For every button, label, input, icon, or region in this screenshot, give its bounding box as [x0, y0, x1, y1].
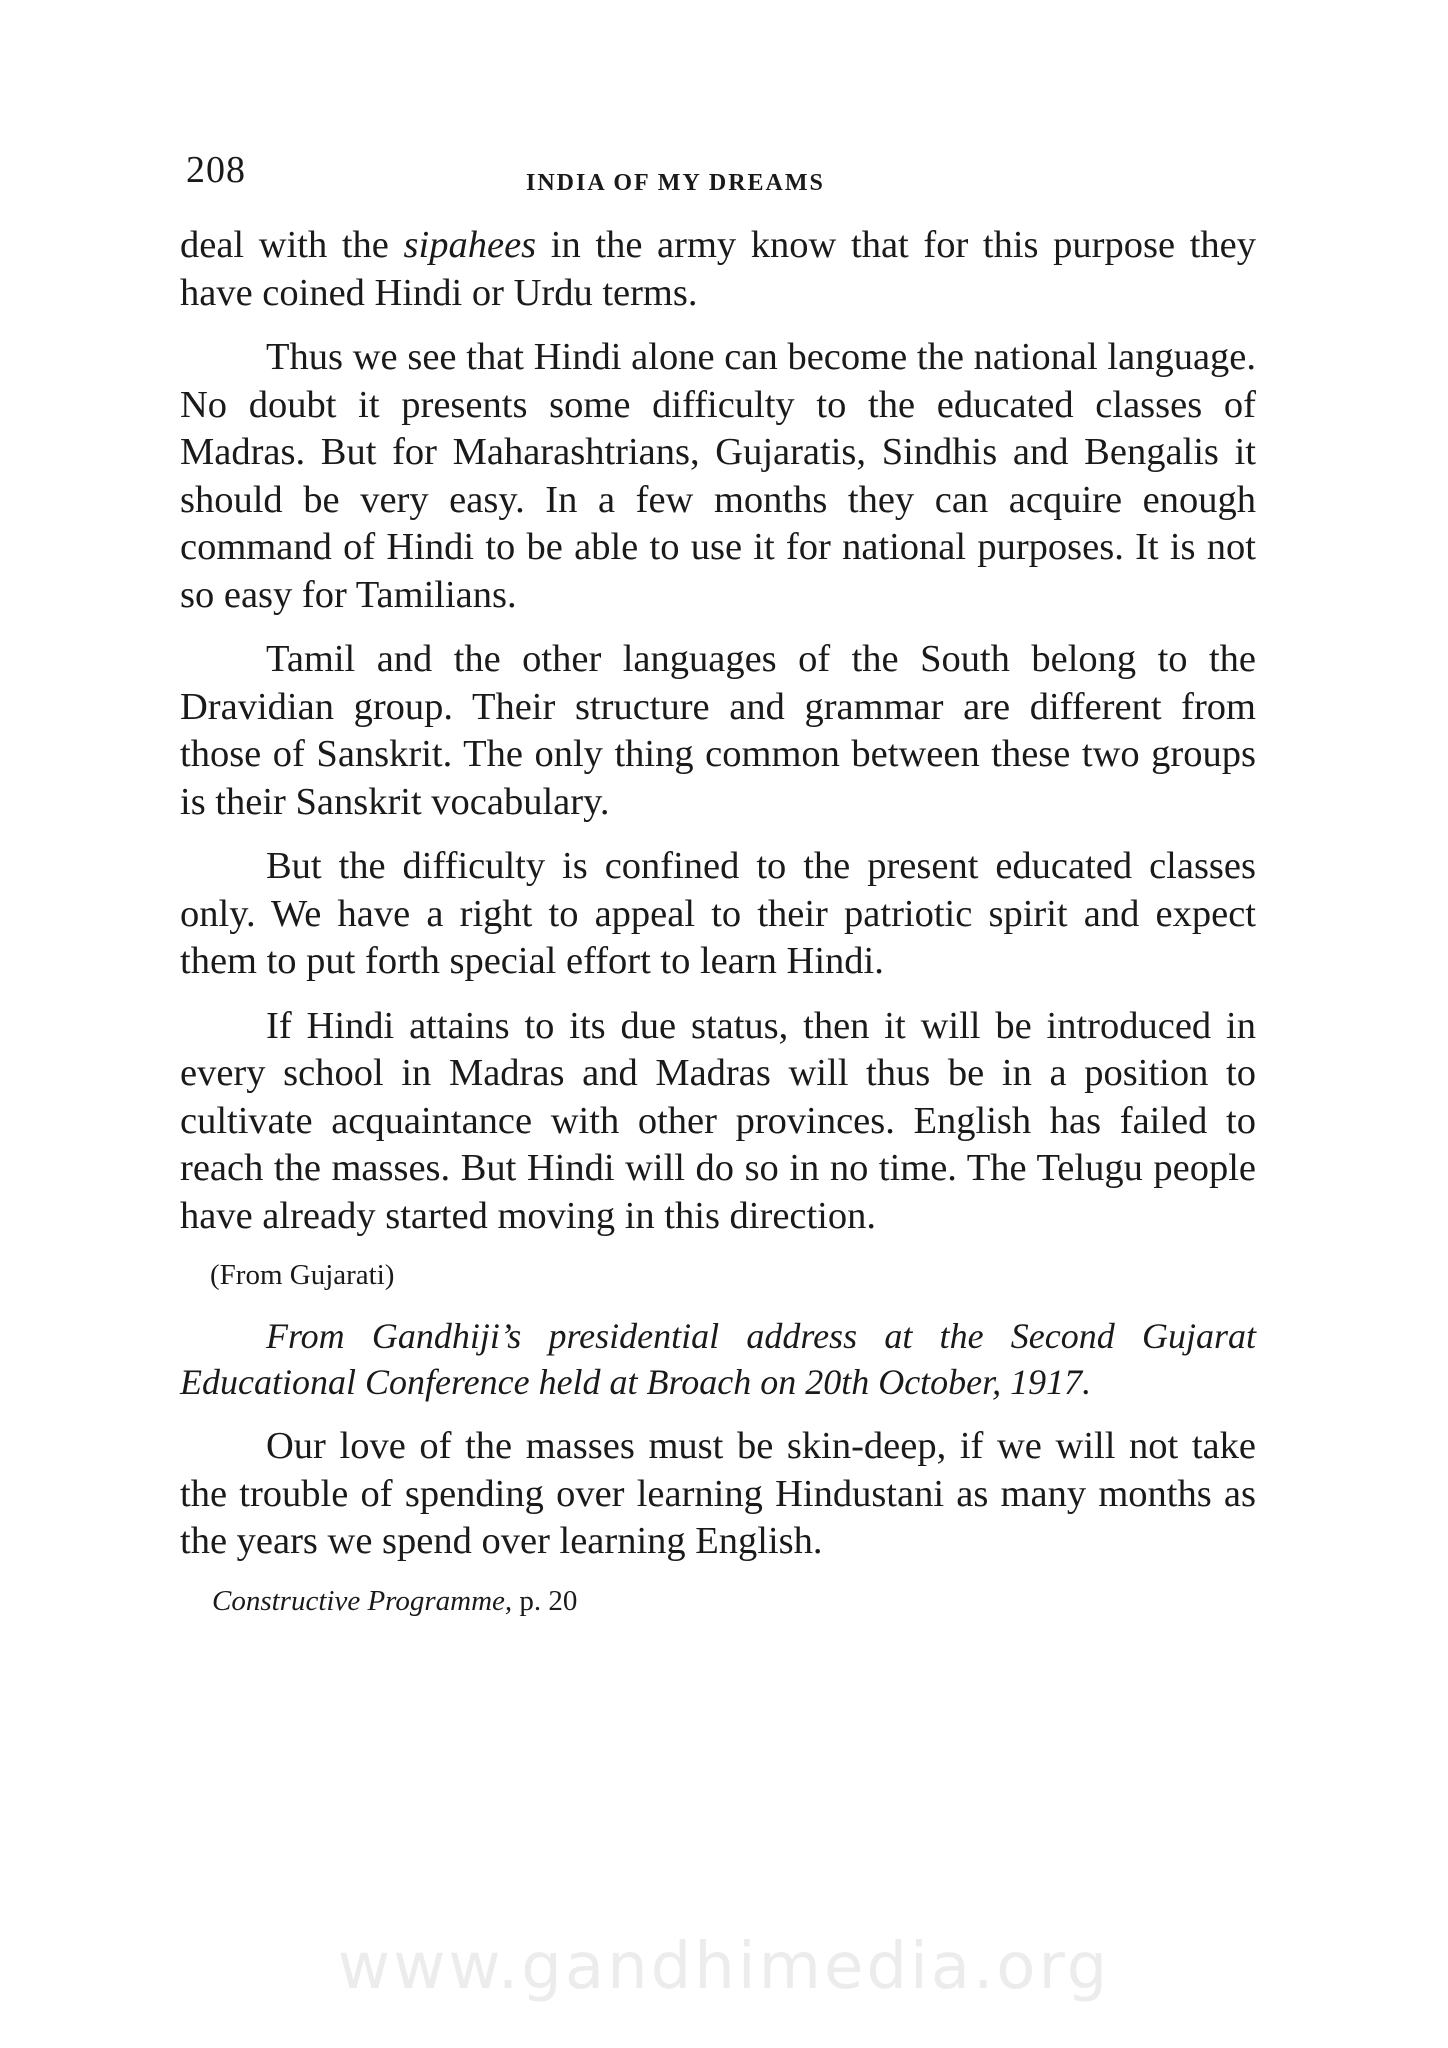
page-number: 208	[186, 149, 246, 191]
citation-title: Constructive Programme,	[212, 1584, 513, 1617]
paragraph: But the difficulty is confined to the present educated classes only. We have a right to appeal to their patriotic spirit and expect them to put forth special effort to learn Hindi.	[180, 845, 1256, 982]
citation-page: p. 20	[512, 1584, 578, 1617]
paragraph: If Hindi attains to its due status, then it will be introduced in every school in Madras and Madras will thus be in a position to cultivate acquaintance with other provinces. English has failed to reach the masses. But Hindi will do so in no time. The Telugu people have already started moving in this direction.	[180, 1004, 1256, 1237]
watermark: www.gandhimedia.org	[337, 1930, 1111, 2004]
paragraph-text: deal with the	[180, 224, 404, 266]
citation	[212, 1583, 1256, 1619]
running-head: INDIA OF MY DREAMS	[526, 170, 825, 196]
paragraph: Tamil and the other languages of the South belong to the Dravidian group. Their structure and grammar are different from those of Sanskrit. The only thing common between these two groups is their Sanskrit vocabulary.	[180, 638, 1256, 823]
page-header	[186, 148, 1266, 208]
paragraph-text: in the army know that for this purpose they have coined Hindi or Urdu terms.	[180, 224, 1256, 314]
paragraph-continued	[180, 222, 1256, 317]
paragraph: Thus we see that Hindi alone can become the national language. No doubt it presents some difficulty to the educated classes of Madras. But for Maharashtrians, Gujaratis, Sindhis and Bengalis it should be very easy. In a few months they can acquire enough command of Hindi to be able to use it for national purposes. It is not so easy for Tamilians.	[180, 336, 1256, 616]
source-note: From Gandhiji’s presidential address at the Second Gujarat Educational Conference held at Broach on 20th October, 1917.	[180, 1316, 1256, 1402]
closing-paragraph: Our love of the masses must be skin-deep, if we will not take the trouble of spending over learning Hindustani as many months as the years we spend over learning English.	[180, 1425, 1256, 1562]
body-text	[180, 222, 1256, 1619]
italic-term: sipahees	[403, 224, 537, 266]
source-line: (From Gujarati)	[210, 1259, 395, 1291]
